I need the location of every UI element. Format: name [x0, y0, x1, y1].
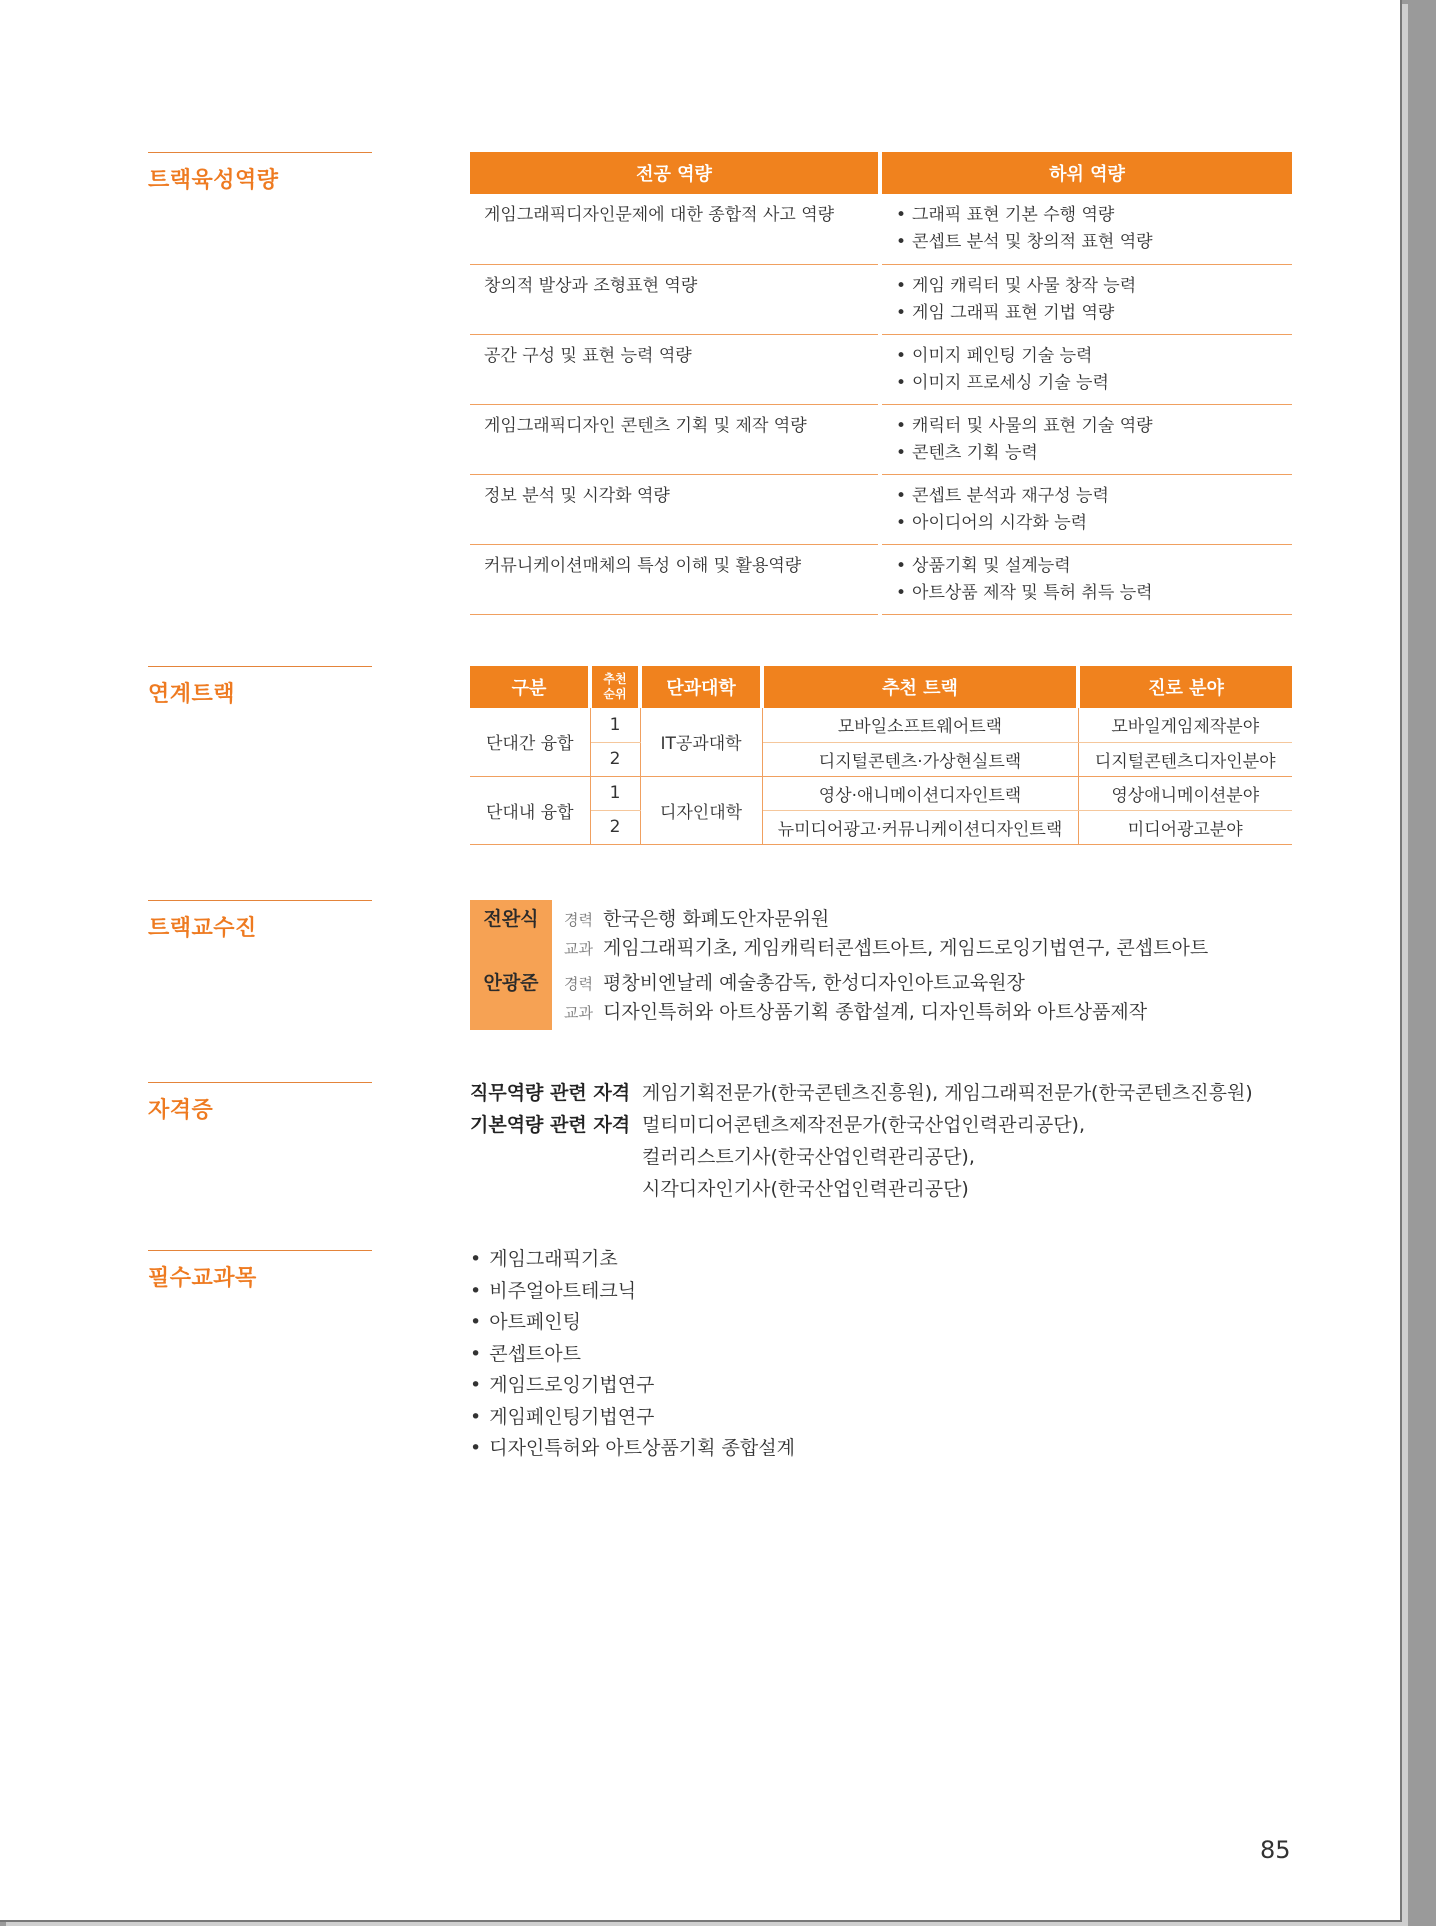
faculty-career: [564, 904, 829, 931]
cert-value: 시각디자인기사(한국산업인력관리공단): [642, 1178, 969, 1200]
table-row: [470, 474, 1292, 544]
section-title-competency: 트랙육성역량: [148, 168, 279, 193]
section-title-linked: 연계트랙: [148, 682, 236, 707]
header-rank: [590, 666, 640, 708]
sub-competency: [880, 194, 1292, 264]
cert-label: 기본역량 관련 자격: [470, 1114, 631, 1136]
header-category: 구분: [470, 666, 590, 708]
course-label: 교과: [564, 1004, 593, 1022]
list-item: • 비주얼아트테크닉: [470, 1276, 795, 1308]
rank-cell: 1: [590, 776, 640, 810]
header-sub-competency: 하위 역량: [880, 152, 1292, 194]
competency-table: [470, 152, 1292, 615]
track-cell: 모바일소프트웨어트랙: [762, 708, 1078, 742]
table-row: [470, 708, 1292, 742]
career-text: 평창비엔날레 예술총감독, 한성디자인아트교육원장: [602, 972, 1025, 994]
college-cell: IT공과대학: [640, 708, 762, 776]
sub-competency-item: • 콘셉트 분석과 재구성 능력: [896, 483, 1278, 510]
career-label: 경력: [564, 911, 593, 929]
linked-track-table: [470, 666, 1292, 845]
list-item: • 콘셉트아트: [470, 1339, 795, 1371]
career-cell: 모바일게임제작분야: [1078, 708, 1292, 742]
sub-competency: [880, 404, 1292, 474]
career-text: 한국은행 화폐도안자문위원: [602, 908, 830, 930]
cert-values: [642, 1077, 1253, 1109]
section-required: [148, 1250, 372, 1292]
section-faculty: [148, 900, 372, 942]
sub-competency-item: • 콘셉트 분석 및 창의적 표현 역량: [896, 229, 1278, 256]
sub-competency-item: • 상품기획 및 설계능력: [896, 553, 1278, 580]
section-linked: [148, 666, 372, 708]
rank-cell: 1: [590, 708, 640, 742]
header-college: 단과대학: [640, 666, 762, 708]
header-rank-line: 순위: [603, 687, 627, 701]
cert-value: 게임기획전문가(한국콘텐츠진흥원), 게임그래픽전문가(한국콘텐츠진흥원): [642, 1082, 1253, 1104]
faculty-name: 안광준: [483, 972, 539, 994]
faculty-career: [564, 968, 1025, 995]
career-cell: 디지털콘텐츠디자인분야: [1078, 742, 1292, 776]
list-item: • 게임페인팅기법연구: [470, 1402, 795, 1434]
sub-competency-item: • 이미지 페인팅 기술 능력: [896, 343, 1278, 370]
table-row: [470, 776, 1292, 810]
career-cell: 미디어광고분야: [1078, 810, 1292, 844]
major-competency: 창의적 발상과 조형표현 역량: [470, 264, 880, 334]
major-competency: 커뮤니케이션매체의 특성 이해 및 활용역량: [470, 544, 880, 614]
sub-competency-item: • 그래픽 표현 기본 수행 역량: [896, 202, 1278, 229]
rank-cell: 2: [590, 810, 640, 844]
list-item: • 디자인특허와 아트상품기획 종합설계: [470, 1433, 795, 1465]
sub-competency: [880, 334, 1292, 404]
required-course-list: [470, 1244, 795, 1465]
major-competency: 정보 분석 및 시각화 역량: [470, 474, 880, 544]
sub-competency-item: • 게임 캐릭터 및 사물 창작 능력: [896, 273, 1278, 300]
page-number: 85: [1260, 1836, 1291, 1864]
course-text: 디자인특허와 아트상품기획 종합설계, 디자인특허와 아트상품제작: [602, 1001, 1148, 1023]
table-row: [470, 334, 1292, 404]
list-item: • 게임드로잉기법연구: [470, 1370, 795, 1402]
cert-label: 직무역량 관련 자격: [470, 1082, 631, 1104]
course-label: 교과: [564, 940, 593, 958]
certificate-block: [470, 1077, 1253, 1205]
cert-row-basic: [470, 1109, 1253, 1205]
career-label: 경력: [564, 975, 593, 993]
category-cell: 단대간 융합: [470, 708, 590, 776]
table-row: [470, 194, 1292, 264]
table-row: [470, 742, 1292, 776]
header-career: 진로 분야: [1078, 666, 1292, 708]
section-certificate: [148, 1082, 372, 1124]
cert-values: [642, 1109, 1085, 1205]
sub-competency-item: • 캐릭터 및 사물의 표현 기술 역량: [896, 413, 1278, 440]
faculty-block: [470, 900, 1270, 1030]
sub-competency-item: • 이미지 프로세싱 기술 능력: [896, 370, 1278, 397]
sub-competency: [880, 264, 1292, 334]
cert-value: 멀티미디어콘텐츠제작전문가(한국산업인력관리공단),: [642, 1114, 1086, 1136]
career-cell: 영상애니메이션분야: [1078, 776, 1292, 810]
table-row: [470, 404, 1292, 474]
course-text: 게임그래픽기초, 게임캐릭터콘셉트아트, 게임드로잉기법연구, 콘셉트아트: [602, 937, 1209, 959]
table-row: [470, 544, 1292, 614]
section-title-required: 필수교과목: [148, 1266, 257, 1291]
major-competency: 공간 구성 및 표현 능력 역량: [470, 334, 880, 404]
table-row: [470, 810, 1292, 844]
major-competency: 게임그래픽디자인 콘텐츠 기획 및 제작 역량: [470, 404, 880, 474]
college-cell: 디자인대학: [640, 776, 762, 844]
category-cell: 단대내 융합: [470, 776, 590, 844]
sub-competency: [880, 544, 1292, 614]
track-cell: 디지털콘텐츠·가상현실트랙: [762, 742, 1078, 776]
major-competency: 게임그래픽디자인문제에 대한 종합적 사고 역량: [470, 194, 880, 264]
header-rank-line: 추천: [603, 672, 627, 686]
faculty-name: 전완식: [483, 908, 539, 930]
track-cell: 영상·애니메이션디자인트랙: [762, 776, 1078, 810]
rank-cell: 2: [590, 742, 640, 776]
list-item: • 아트페인팅: [470, 1307, 795, 1339]
cert-value: 컬러리스트기사(한국산업인력관리공단),: [642, 1146, 975, 1168]
section-title-faculty: 트랙교수진: [148, 916, 257, 941]
header-major-competency: 전공 역량: [470, 152, 880, 194]
track-cell: 뉴미디어광고·커뮤니케이션디자인트랙: [762, 810, 1078, 844]
cert-row-job: [470, 1077, 1253, 1109]
faculty-courses: [564, 997, 1147, 1024]
list-item: • 게임그래픽기초: [470, 1244, 795, 1276]
header-track: 추천 트랙: [762, 666, 1078, 708]
sub-competency-item: • 아트상품 제작 및 특허 취득 능력: [896, 580, 1278, 607]
sub-competency: [880, 474, 1292, 544]
table-row: [470, 264, 1292, 334]
section-competency: [148, 152, 372, 194]
faculty-courses: [564, 933, 1208, 960]
section-title-certificate: 자격증: [148, 1098, 214, 1123]
sub-competency-item: • 콘텐츠 기획 능력: [896, 440, 1278, 467]
sub-competency-item: • 게임 그래픽 표현 기법 역량: [896, 300, 1278, 327]
sub-competency-item: • 아이디어의 시각화 능력: [896, 510, 1278, 537]
